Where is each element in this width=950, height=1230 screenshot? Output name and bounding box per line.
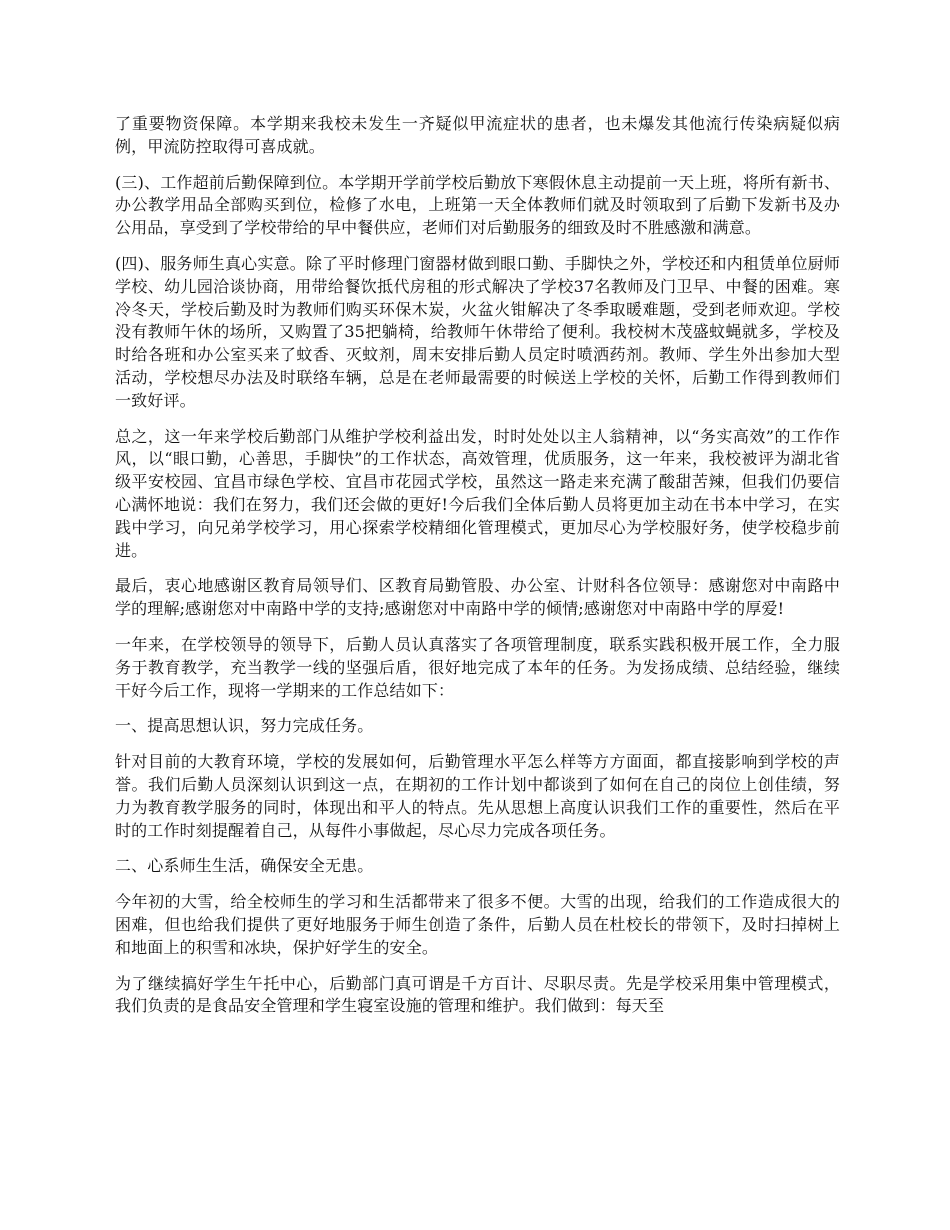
- paragraph-serve-staff: (四)、服务师生真心实意。除了平时修理门窗器材做到眼口勤、手脚快之外，学校还和内租赁单位厨师学校、幼儿园洽谈协商，用带给餐饮抵代房租的形式解决了学校37名教师及门卫早、中餐的困难。寒冷冬天，学校后勤及时为教师们购买环保木炭，火盆火钳解决了冬季取暖难题，受到老师欢迎。学校没有教师午休的场所，又购置了35把躺椅，给教师午休带给了便利。我校树木茂盛蚊蝇就多，学校及时给各班和办公室买来了蚊香、灭蚊剂，周末安排后勤人员定时喷洒药剂。教师、学生外出参加大型活动，学校想尽办法及时联络车辆，总是在老师最需要的时候送上学校的关怀，后勤工作得到教师们一致好评。: [115, 253, 840, 410]
- section-heading-2: 二、心系师生生活，确保安全无患。: [115, 856, 374, 876]
- paragraph-intro: 一年来，在学校领导的领导下，后勤人员认真落实了各项管理制度，联系实践积极开展工作，全力服务于教育教学，充当教学一线的坚强后盾，很好地完成了本年的任务。为发扬成绩、总结经验，继续干好今后工作，现将一学期来的工作总结如下：: [115, 634, 840, 700]
- section-heading-1: 一、提高思想认识，努力完成任务。: [115, 716, 374, 736]
- paragraph-summary: 总之，这一年来学校后勤部门从维护学校利益出发，时时处处以主人翁精神，以“务实高效”的工作作风，以“眼口勤，心善思，手脚快”的工作状态，高效管理，优质服务，这一年来，我校被评为湖北省级平安校园、宜昌市绿色学校、宜昌市花园式学校，虽然这一路走来充满了酸甜苦辣，但我们仍要信心满怀地说：我们在努力，我们还会做的更好!今后我们全体后勤人员将更加主动在书本中学习，在实践中学习，向兄弟学校学习，用心探索学校精细化管理模式，更加尽心为学校服好务，使学校稳步前进。: [115, 426, 840, 560]
- document-page: [115, 113, 840, 1031]
- paragraph-logistics-ready: (三)、工作超前后勤保障到位。本学期开学前学校后勤放下寒假休息主动提前一天上班，将所有新书、办公教学用品全部购买到位，检修了水电，上班第一天全体教师们就及时领取到了后勤下发新书及办公用品，享受到了学校带给的早中餐供应，老师们对后勤服务的细致及时不胜感激和满意。: [115, 172, 840, 238]
- paragraph-thanks: 最后，衷心地感谢区教育局领导们、区教育局勤管股、办公室、计财科各位领导：感谢您对中南路中学的理解;感谢您对中南路中学的支持;感谢您对中南路中学的倾情;感谢您对中南路中学的厚爱!: [115, 576, 840, 619]
- paragraph-lunch-center: 为了继续搞好学生午托中心，后勤部门真可谓是千方百计、尽职尽责。先是学校采用集中管理模式，我们负责的是食品安全管理和学生寝室设施的管理和维护。我们做到：每天至: [115, 973, 840, 1016]
- paragraph-snow: 今年初的大雪，给全校师生的学习和生活都带来了很多不便。大雪的出现，给我们的工作造成很大的困难，但也给我们提供了更好地服务于师生创造了条件，后勤人员在杜校长的带领下，及时扫掉树上和地面上的积雪和冰块，保护好学生的安全。: [115, 892, 840, 957]
- paragraph-awareness: 针对目前的大教育环境，学校的发展如何，后勤管理水平怎么样等方方面面，都直接影响到学校的声誉。我们后勤人员深刻认识到这一点，在期初的工作计划中都谈到了如何在自己的岗位上创佳绩，努力为教育教学服务的同时，体现出和平人的特点。先从思想上高度认识我们工作的重要性，然后在平时的工作时刻提醒着自己，从每件小事做起，尽心尽力完成各项任务。: [115, 752, 840, 840]
- paragraph-epidemic-control: 了重要物资保障。本学期来我校未发生一齐疑似甲流症状的患者，也未爆发其他流行传染病疑似病例，甲流防控取得可喜成就。: [115, 114, 840, 156]
